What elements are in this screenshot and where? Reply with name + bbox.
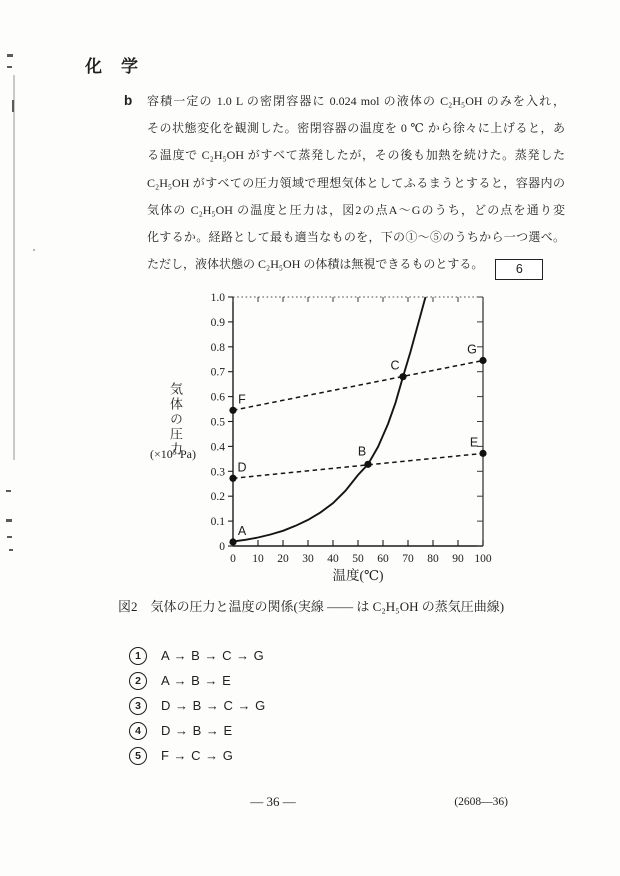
- choice-2-path: A → B → E: [161, 673, 232, 688]
- scan-artifact: [12, 100, 14, 112]
- pressure-temperature-chart: [150, 287, 522, 587]
- question-line-1: 容積一定の 1.0 L の密閉容器に 0.024 mol の液体の C₂H₅OH のみを入れ，: [147, 94, 565, 108]
- booklet-code: (2608—36): [454, 796, 508, 808]
- svg-text:40: 40: [327, 553, 339, 565]
- choice-3-number: 3: [135, 699, 141, 712]
- svg-text:G: G: [467, 342, 477, 357]
- svg-text:C: C: [390, 358, 400, 373]
- scan-artifact: [33, 249, 35, 251]
- svg-text:0.8: 0.8: [210, 341, 225, 354]
- choice-option-1: [129, 643, 266, 668]
- question-line-3: る温度で C₂H₅OH がすべて蒸発したが，その後も加熱を続けた。蒸発した: [147, 148, 565, 163]
- svg-text:0.3: 0.3: [210, 466, 225, 479]
- scan-artifact: [6, 519, 12, 522]
- svg-text:60: 60: [377, 553, 389, 565]
- y-axis-unit-label: (×10⁵ Pa): [150, 447, 196, 461]
- svg-text:20: 20: [277, 553, 289, 565]
- answer-number-box: [495, 259, 543, 280]
- choice-4-number: 4: [135, 724, 141, 737]
- svg-text:1.0: 1.0: [210, 292, 225, 304]
- svg-text:0: 0: [230, 553, 236, 565]
- scan-artifact: [6, 490, 11, 492]
- question-line-6: 化するか。経路として最も適当なものを，下の①～⑤のうちから一つ選べ。: [147, 230, 565, 245]
- svg-text:100: 100: [474, 553, 492, 565]
- svg-text:E: E: [469, 435, 479, 450]
- choice-1-path: A → B → C → G: [161, 648, 265, 663]
- question-label: b: [124, 93, 133, 108]
- svg-text:0.7: 0.7: [210, 366, 225, 379]
- subject-title: 化 学: [85, 57, 139, 76]
- svg-text:0.5: 0.5: [210, 416, 225, 429]
- svg-text:30: 30: [302, 553, 314, 565]
- y-axis-label: 気体の圧力: [168, 382, 183, 457]
- scan-artifact: [9, 549, 13, 551]
- svg-text:B: B: [357, 444, 367, 459]
- question-line-7: [147, 251, 565, 280]
- question-text: [147, 88, 565, 280]
- svg-text:80: 80: [427, 553, 439, 565]
- answer-choices: [129, 643, 266, 768]
- question-line-7-text: ただし，液体状態の C₂H₅OH の体積は無視できるものとする。: [147, 257, 484, 272]
- figure-caption: 図2 気体の圧力と温度の関係(実線 ―― は C₂H₅OH の蒸気圧曲線): [118, 599, 505, 614]
- choice-3-path: D → B → C → G: [161, 698, 266, 713]
- choice-option-4: [129, 718, 266, 743]
- svg-text:0: 0: [219, 541, 225, 553]
- choice-option-5: [129, 743, 266, 768]
- choice-5-number: 5: [135, 749, 141, 762]
- question-line-2: その状態変化を観測した。密閉容器の温度を 0 ℃ から徐々に上げると，あ: [147, 121, 565, 136]
- choice-option-3: [129, 693, 266, 718]
- choice-1-number: 1: [135, 649, 141, 662]
- scan-artifact: [7, 54, 13, 57]
- answer-number: 6: [515, 262, 523, 277]
- choice-3-circled-number: [129, 697, 147, 715]
- scan-artifact: [7, 536, 12, 538]
- svg-text:10: 10: [252, 553, 264, 565]
- choice-2-number: 2: [135, 674, 141, 687]
- choice-4-path: D → B → E: [161, 723, 233, 738]
- svg-text:D: D: [237, 460, 247, 475]
- svg-text:90: 90: [452, 553, 464, 565]
- svg-text:温度(℃): 温度(℃): [332, 568, 384, 583]
- choice-1-circled-number: [129, 647, 147, 665]
- choice-4-circled-number: [129, 722, 147, 740]
- scan-edge-line: [13, 75, 15, 460]
- choice-5-path: F → C → G: [161, 748, 234, 763]
- svg-text:50: 50: [352, 553, 364, 565]
- svg-text:0.1: 0.1: [210, 516, 225, 529]
- svg-text:A: A: [237, 524, 247, 539]
- svg-text:0.6: 0.6: [210, 391, 225, 404]
- svg-text:0.4: 0.4: [210, 441, 225, 454]
- choice-5-circled-number: [129, 747, 147, 765]
- svg-text:F: F: [238, 392, 246, 407]
- svg-text:0.2: 0.2: [210, 491, 225, 504]
- question-line-4: C₂H₅OH がすべての圧力領域で理想気体としてふるまうとすると，容器内の: [147, 175, 565, 190]
- scan-artifact: [7, 66, 12, 68]
- figure-2: [150, 287, 522, 587]
- choice-2-circled-number: [129, 672, 147, 690]
- choice-option-2: [129, 668, 266, 693]
- svg-text:70: 70: [402, 553, 414, 565]
- question-line-5: 気体の C₂H₅OH の温度と圧力は，図2の点A～Gのうち，どの点を通り変: [147, 202, 565, 217]
- page-number: — 36 —: [250, 794, 296, 809]
- svg-text:0.9: 0.9: [210, 316, 225, 329]
